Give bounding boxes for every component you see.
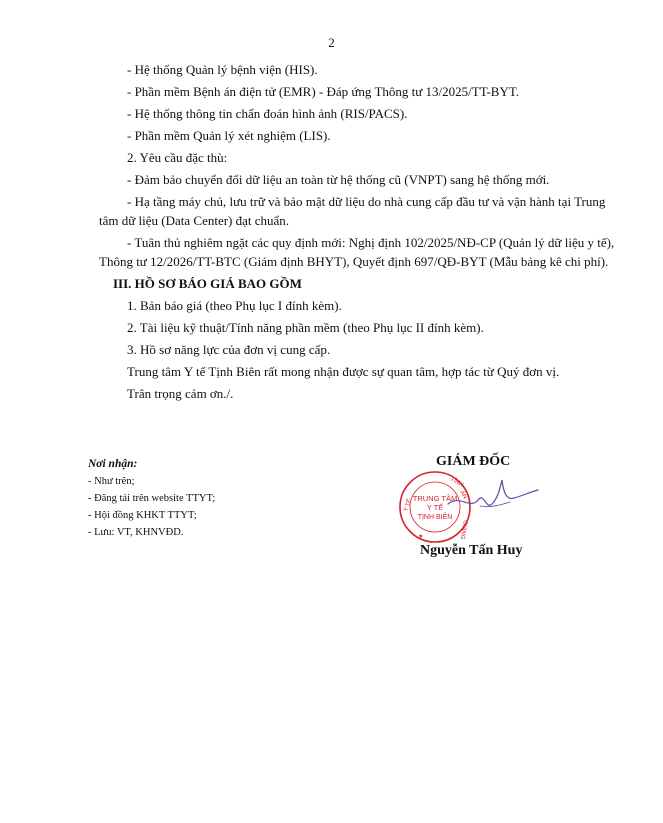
svg-text:Y TẾ: Y TẾ bbox=[426, 503, 444, 512]
page-number: 2 bbox=[328, 35, 335, 50]
recipient-item: - Đăng tải trên website TTYT; bbox=[88, 493, 216, 504]
recipients-block bbox=[88, 456, 215, 541]
section-heading: III. HỒ SƠ BÁO GIÁ BAO GỒM bbox=[113, 276, 302, 291]
handwritten-signature-icon bbox=[440, 470, 540, 518]
svg-text:TỈNH: TỈNH bbox=[449, 476, 465, 489]
svg-text:AN: AN bbox=[458, 490, 468, 501]
signer-name: Nguyễn Tấn Huy bbox=[420, 543, 523, 558]
body-line: - Hệ thống thông tin chẩn đoán hình ảnh (RIS/PACS). bbox=[127, 106, 408, 121]
body-line: - Đảm bảo chuyển đổi dữ liệu an toàn từ hệ thống cũ (VNPT) sang hệ thống mới. bbox=[127, 172, 550, 187]
document-body bbox=[99, 60, 615, 406]
body-line: - Phần mềm Quản lý xét nghiệm (LIS). bbox=[127, 128, 331, 143]
svg-text:TỊNH BIÊN: TỊNH BIÊN bbox=[417, 514, 453, 521]
body-line: 2. Tài liệu kỹ thuật/Tính năng phần mềm (theo Phụ lục II đính kèm). bbox=[127, 320, 484, 335]
recipient-item: - Hội đồng KHKT TTYT; bbox=[88, 510, 197, 521]
body-line: Trung tâm Y tế Tịnh Biên rất mong nhận được sự quan tâm, hợp tác từ Quý đơn vị. bbox=[127, 364, 560, 379]
body-line: 3. Hồ sơ năng lực của đơn vị cung cấp. bbox=[127, 342, 331, 357]
recipient-item: - Lưu: VT, KHNVĐD. bbox=[88, 527, 184, 538]
svg-text:TRUNG TÂM: TRUNG TÂM bbox=[412, 494, 458, 503]
svg-text:GIANG: GIANG bbox=[458, 519, 468, 540]
body-line: 2. Yêu cầu đặc thù: bbox=[127, 150, 228, 165]
body-line: - Hệ thống Quản lý bệnh viện (HIS). bbox=[127, 62, 318, 77]
svg-text:Y TẾ: Y TẾ bbox=[403, 498, 414, 513]
body-line: Trân trọng cảm ơn./. bbox=[127, 386, 234, 401]
recipients-title: Nơi nhận: bbox=[88, 458, 138, 470]
recipient-item: - Như trên; bbox=[88, 476, 135, 487]
body-paragraph: - Tuân thủ nghiêm ngặt các quy định mới: Nghị định 102/2025/NĐ-CP (Quản lý dữ liệu y tế), Thông tư 12/2026/TT-BTC (Giám định BHYT), Quyết định 697/QĐ-BYT (Mẫu bảng kê chi phí). bbox=[99, 235, 615, 269]
body-line: - Phần mềm Bệnh án điện tử (EMR) - Đáp ứng Thông tư 13/2025/TT-BYT. bbox=[127, 84, 520, 99]
svg-text:★: ★ bbox=[418, 534, 424, 540]
body-paragraph: - Hạ tầng máy chủ, lưu trữ và bảo mật dữ liệu do nhà cung cấp đầu tư và vận hành tại Trung tâm dữ liệu (Data Center) đạt chuẩn. bbox=[99, 194, 606, 228]
signature-title: GIÁM ĐỐC bbox=[436, 454, 511, 469]
body-line: 1. Bản báo giá (theo Phụ lục I đính kèm). bbox=[127, 298, 342, 313]
